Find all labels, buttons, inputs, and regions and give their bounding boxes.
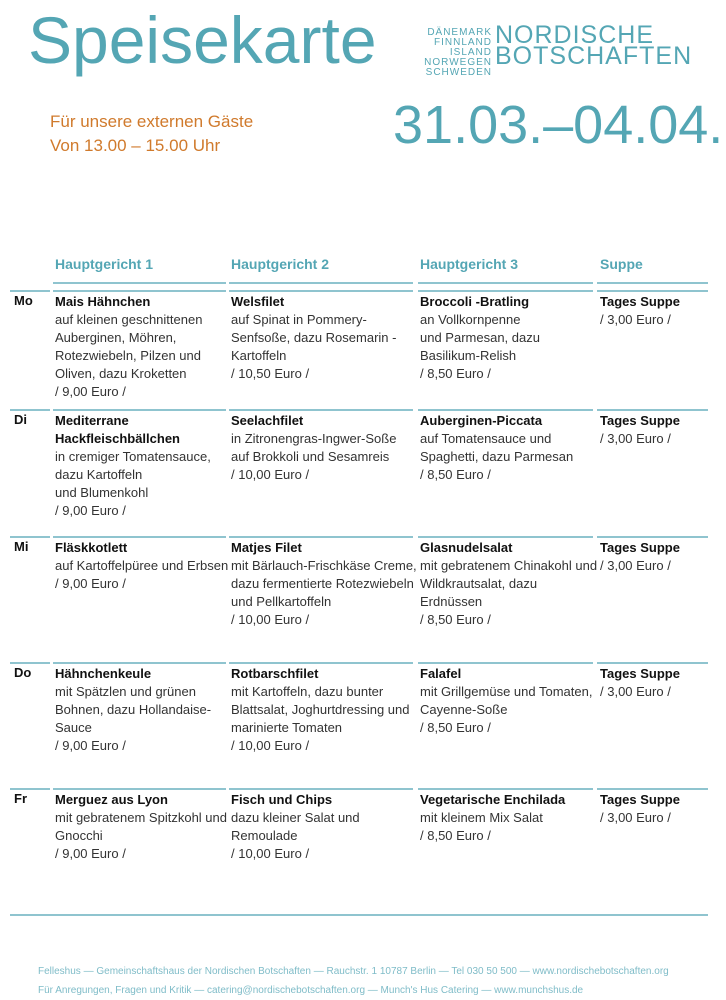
row-rule xyxy=(10,290,50,292)
dish-price: / 9,00 Euro / xyxy=(55,576,126,591)
dish-price: / 3,00 Euro / xyxy=(600,431,671,446)
row-rule xyxy=(229,662,413,664)
dish-name: Hähnchenkeule xyxy=(55,666,152,681)
row-rule xyxy=(10,536,50,538)
dish-name: Merguez aus Lyon xyxy=(55,792,168,807)
bottom-rule xyxy=(10,914,708,916)
dish-name: Vegetarische Enchilada xyxy=(420,792,566,807)
menu-cell xyxy=(55,539,228,593)
page-title: Speisekarte xyxy=(28,3,377,77)
column-header-rule xyxy=(418,282,593,284)
footer-contact: Für Anregungen, Fragen und Kritik — catering@nordischebotschaften.org — Munch's Hus Catering — www.munchshus.de xyxy=(38,985,584,996)
row-rule xyxy=(418,662,593,664)
row-rule xyxy=(597,788,708,790)
menu-cell xyxy=(600,791,680,827)
dish-description: an Vollkornpenne und Parmesan, dazu Basilikum-Relish xyxy=(420,312,540,363)
dish-price: / 8,50 Euro / xyxy=(420,828,491,843)
dish-name: Tages Suppe xyxy=(600,540,680,555)
column-header-rule xyxy=(229,282,413,284)
dish-name: Seelachfilet xyxy=(231,413,304,428)
menu-cell xyxy=(231,293,396,383)
dish-name: Glasnudelsalat xyxy=(420,540,513,555)
row-rule xyxy=(418,788,593,790)
day-label: Do xyxy=(14,665,32,680)
row-rule xyxy=(53,788,226,790)
date-range: 31.03.–04.04. xyxy=(393,95,724,155)
dish-name: Falafel xyxy=(420,666,462,681)
column-header: Suppe xyxy=(600,256,643,272)
dish-name: Auberginen-Piccata xyxy=(420,413,543,428)
column-header: Hauptgericht 1 xyxy=(55,256,154,272)
row-rule xyxy=(53,536,226,538)
dish-description: dazu kleiner Salat und Remoulade xyxy=(231,810,360,843)
country-name: ISLAND xyxy=(449,47,492,58)
menu-cell xyxy=(420,665,592,737)
day-label: Fr xyxy=(14,791,27,806)
dish-price: / 10,00 Euro / xyxy=(231,612,310,627)
dish-price: / 10,00 Euro / xyxy=(231,846,310,861)
dish-name: Tages Suppe xyxy=(600,294,680,309)
country-name: NORWEGEN xyxy=(424,57,492,68)
dish-name: Tages Suppe xyxy=(600,413,680,428)
dish-description: auf Tomatensauce und Spaghetti, dazu Parmesan xyxy=(420,431,574,464)
menu-cell xyxy=(600,412,680,448)
row-rule xyxy=(597,409,708,411)
dish-price: / 10,50 Euro / xyxy=(231,366,310,381)
menu-cell xyxy=(231,791,360,863)
column-header-rule xyxy=(53,282,226,284)
dish-price: / 8,50 Euro / xyxy=(420,720,491,735)
dish-price: / 3,00 Euro / xyxy=(600,312,671,327)
dish-description: auf kleinen geschnittenen Auberginen, Möhren, Rotezwiebeln, Pilzen und Oliven, dazu Kroketten xyxy=(55,312,203,381)
footer-address: Felleshus — Gemeinschaftshaus der Nordischen Botschaften — Rauchstr. 1 10787 Berlin — Tel 030 50 500 — www.nordischebotschaften.org xyxy=(38,966,669,977)
subtitle-audience: Für unsere externen Gäste xyxy=(50,112,254,131)
dish-name: Fläskkotlett xyxy=(55,540,128,555)
dish-description: in Zitronengras-Ingwer-Soße auf Brokkoli und Sesamreis xyxy=(231,431,397,464)
row-rule xyxy=(229,788,413,790)
dish-name: Matjes Filet xyxy=(231,540,302,555)
row-rule xyxy=(10,662,50,664)
dish-name: Fisch und Chips xyxy=(231,792,333,807)
subtitle-hours: Von 13.00 – 15.00 Uhr xyxy=(50,136,221,155)
dish-price: / 9,00 Euro / xyxy=(55,503,126,518)
menu-cell xyxy=(55,412,211,520)
row-rule xyxy=(53,662,226,664)
dish-name: Broccoli -Bratling xyxy=(420,294,530,309)
menu-cell xyxy=(55,665,211,755)
menu-cell xyxy=(231,412,396,484)
dish-name: Mediterrane Hackfleischbällchen xyxy=(55,413,180,446)
day-label: Mo xyxy=(14,293,33,308)
dish-price: / 3,00 Euro / xyxy=(600,810,671,825)
row-rule xyxy=(418,290,593,292)
menu-cell xyxy=(55,791,227,863)
dish-name: Welsfilet xyxy=(231,294,285,309)
row-rule xyxy=(10,409,50,411)
day-label: Mi xyxy=(14,539,29,554)
dish-name: Rotbarschfilet xyxy=(231,666,319,681)
dish-price: / 3,00 Euro / xyxy=(600,684,671,699)
brand-line: NORDISCHE xyxy=(495,21,655,49)
row-rule xyxy=(229,290,413,292)
dish-description: mit Kartoffeln, dazu bunter Blattsalat, Joghurtdressing und marinierte Tomaten xyxy=(231,684,410,735)
dish-description: in cremiger Tomatensauce, dazu Kartoffeln und Blumenkohl xyxy=(55,449,211,500)
row-rule xyxy=(597,662,708,664)
dish-description: mit Spätzlen und grünen Bohnen, dazu Hollandaise- Sauce xyxy=(55,684,212,735)
dish-price: / 9,00 Euro / xyxy=(55,738,126,753)
menu-cell xyxy=(420,412,573,484)
dish-price: / 8,50 Euro / xyxy=(420,612,491,627)
dish-description: auf Kartoffelpüree und Erbsen xyxy=(55,558,229,573)
brand-line: BOTSCHAFTEN xyxy=(495,42,693,70)
dish-description: auf Spinat in Pommery- Senfsoße, dazu Rosemarin - Kartoffeln xyxy=(231,312,397,363)
dish-description: mit gebratenem Chinakohl und Wildkrautsalat, dazu Erdnüssen xyxy=(420,558,598,609)
dish-name: Tages Suppe xyxy=(600,792,680,807)
column-header: Hauptgericht 2 xyxy=(231,256,330,272)
brand-logo xyxy=(495,21,693,70)
menu-cell xyxy=(600,665,680,701)
dish-price: / 10,00 Euro / xyxy=(231,738,310,753)
column-header: Hauptgericht 3 xyxy=(420,256,519,272)
row-rule xyxy=(229,409,413,411)
row-rule xyxy=(418,409,593,411)
menu-cell xyxy=(55,293,202,401)
country-name: FINNLAND xyxy=(433,37,492,48)
row-rule xyxy=(597,536,708,538)
menu-cell xyxy=(231,539,417,629)
menu-cell xyxy=(600,539,680,575)
country-list xyxy=(412,28,492,78)
row-rule xyxy=(418,536,593,538)
menu-cell xyxy=(600,293,680,329)
menu-cell xyxy=(420,293,540,383)
menu-cell xyxy=(420,791,565,845)
dish-description: mit Bärlauch-Frischkäse Creme, dazu fermentierte Rotezwiebeln und Pellkartoffeln xyxy=(231,558,417,609)
dish-price: / 9,00 Euro / xyxy=(55,846,126,861)
dish-name: Mais Hähnchen xyxy=(55,294,151,309)
row-rule xyxy=(597,290,708,292)
menu-cell xyxy=(231,665,410,755)
subtitle xyxy=(50,110,253,158)
dish-name: Tages Suppe xyxy=(600,666,680,681)
column-header-rule xyxy=(597,282,708,284)
menu-cell xyxy=(420,539,597,629)
row-rule xyxy=(53,290,226,292)
row-rule xyxy=(53,409,226,411)
dish-description: mit gebratenem Spitzkohl und Gnocchi xyxy=(55,810,227,843)
row-rule xyxy=(229,536,413,538)
dish-price: / 9,00 Euro / xyxy=(55,384,126,399)
dish-price: / 3,00 Euro / xyxy=(600,558,671,573)
dish-price: / 8,50 Euro / xyxy=(420,467,491,482)
dish-description: mit kleinem Mix Salat xyxy=(420,810,543,825)
dish-price: / 8,50 Euro / xyxy=(420,366,491,381)
footer xyxy=(38,962,669,1000)
row-rule xyxy=(10,788,50,790)
day-label: Di xyxy=(14,412,27,427)
country-name: SCHWEDEN xyxy=(425,67,492,78)
dish-description: mit Grillgemüse und Tomaten, Cayenne-Soße xyxy=(420,684,593,717)
dish-price: / 10,00 Euro / xyxy=(231,467,310,482)
country-name: DÄNEMARK xyxy=(427,27,492,38)
